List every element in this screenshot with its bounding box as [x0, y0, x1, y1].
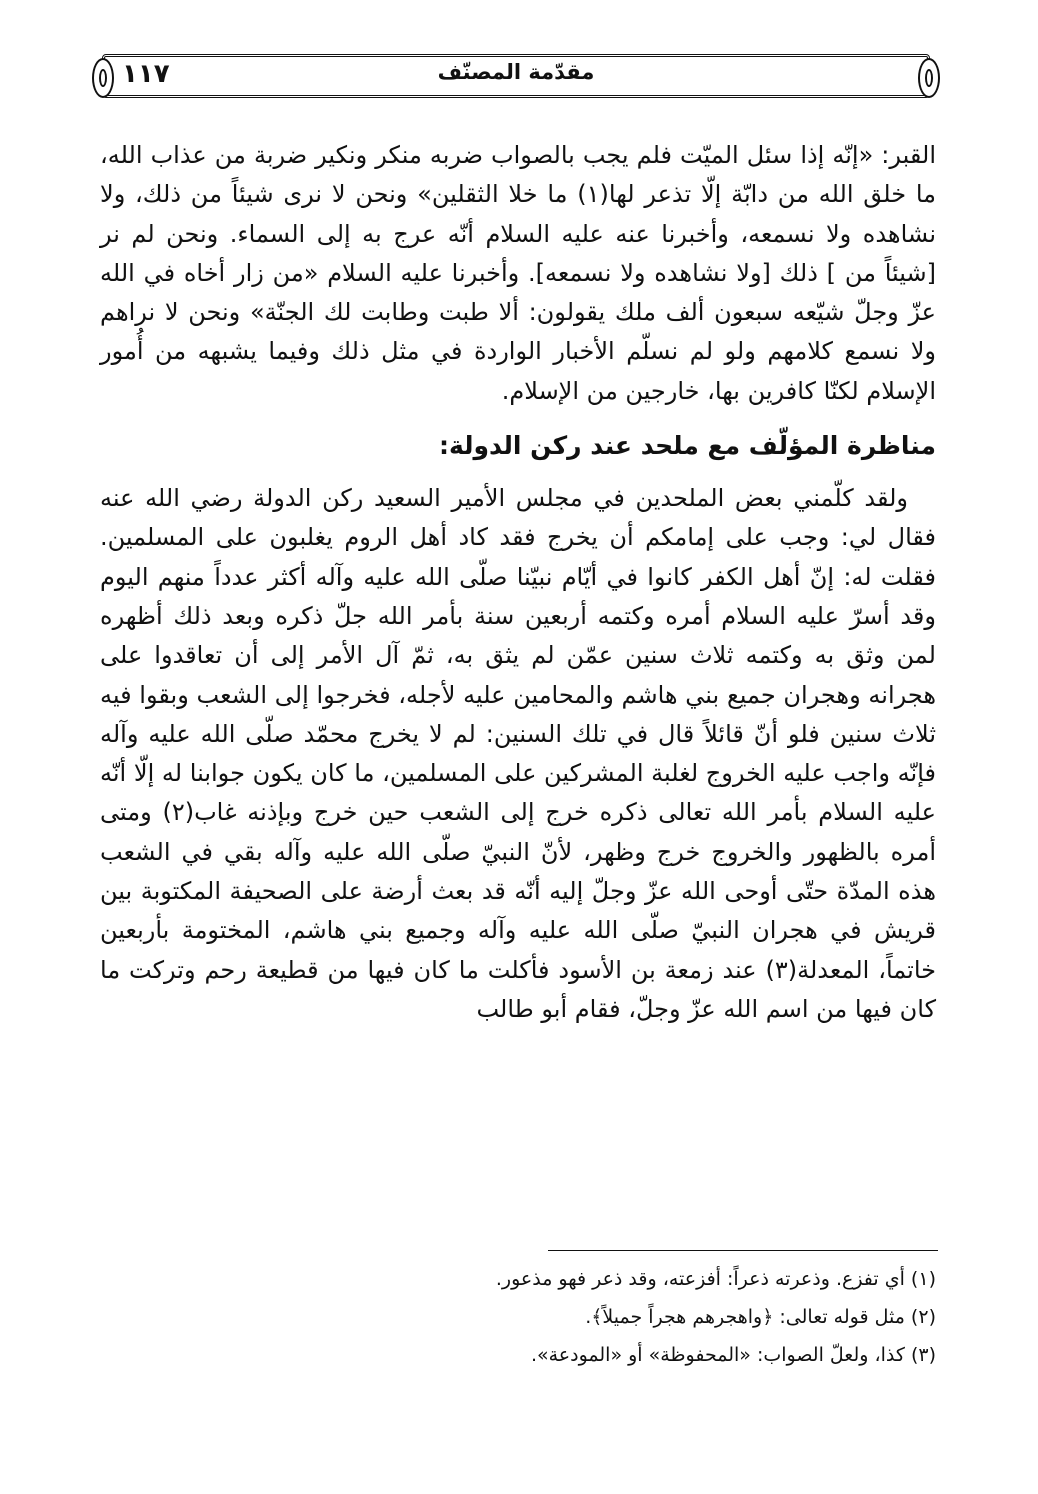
section-heading: مناظرة المؤلّف مع ملحد عند ركن الدولة:	[438, 431, 936, 461]
body-paragraph-1: القبر: «إنّه إذا سئل الميّت فلم يجب بالصواب ضربه منكر ونكير ضربة من عذاب الله، ما خلق الله من دابّة إلّا تذعر لها(١) ما خلا الثقلين» ونحن لا نرى شيئاً من ذلك، ولا نشاهده ولا نسمعه، وأخبرنا عنه عليه السلام أنّه عرج به إلى السماء. ونحن لم نر [شيئاً من ] ذلك [ولا نشاهده ولا نسمعه]. وأخبرنا عليه السلام «من زار أخاه في الله عزّ وجلّ شيّعه سبعون ألف ملك يقولون: ألا طبت وطابت لك الجنّة» ونحن لا نراهم ولا نسمع كلامهم ولو لم نسلّم الأخبار الواردة في مثل ذلك وفيما يشبهه من أُمور الإسلام لكنّا كافرين بها، خارجين من الإسلام.	[100, 141, 937, 405]
body-paragraph-2: ولقد كلّمني بعض الملحدين في مجلس الأمير السعيد ركن الدولة رضي الله عنه فقال لي: وجب على إمامكم أن يخرج فقد كاد أهل الروم يغلبون على المسلمين. فقلت له: إنّ أهل الكفر كانوا في أيّام نبيّنا صلّى الله عليه وآله أكثر عدداً منهم اليوم وقد أسرّ عليه السلام أمره وكتمه أربعين سنة بأمر الله جلّ ذكره وبعد ذلك أظهره لمن وثق به وكتمه ثلاث سنين عمّن لم يثق به، ثمّ آل الأمر إلى أن تعاقدوا على هجرانه وهجران جميع بني هاشم والمحامين عليه لأجله، فخرجوا إلى الشعب وبقوا فيه ثلاث سنين فلو أنّ قائلاً قال في تلك السنين: لم لا يخرج محمّد صلّى الله عليه وآله فإنّه واجب عليه الخروج لغلبة المشركين على المسلمين، ما كان يكون جوابنا له إلّا أنّه عليه السلام بأمر الله تعالى ذكره خرج إلى الشعب حين خرج وبإذنه غاب(٢) ومتى أمره بالظهور والخروج خرج وظهر، لأنّ النبيّ صلّى الله عليه وآله بقي في الشعب هذه المدّة حتّى أوحى الله عزّ وجلّ إليه أنّه قد بعث أرضة على الصحيفة المكتوبة بين قريش في هجران النبيّ صلّى الله عليه وآله وجميع بني هاشم، المختومة بأربعين خاتماً، المعدلة(٣) عند زمعة بن الأسود فأكلت ما كان فيها من قطيعة رحم وتركت ما كان فيها من اسم الله عزّ وجلّ، فقام أبو طالب	[100, 484, 936, 1023]
footnote-3: (٣) كذا، ولعلّ الصواب: «المحفوظة» أو «المودعة».	[530, 1344, 936, 1366]
footnote-1: (١) أي تفزع. وذعرته ذعراً: أفزعته، وقد ذعر فهو مذعور.	[495, 1268, 936, 1290]
running-header	[92, 50, 940, 102]
main-text	[100, 136, 936, 1029]
footnote-divider	[548, 1250, 938, 1251]
page-number: ١١٧	[122, 59, 170, 89]
footnote-2: (٢) مثل قوله تعالى: ﴿واهجرهم هجراً جميلاً﴾.	[585, 1306, 936, 1328]
running-title: مقدّمة المصنّف	[437, 60, 595, 84]
footnotes	[300, 1264, 936, 1378]
